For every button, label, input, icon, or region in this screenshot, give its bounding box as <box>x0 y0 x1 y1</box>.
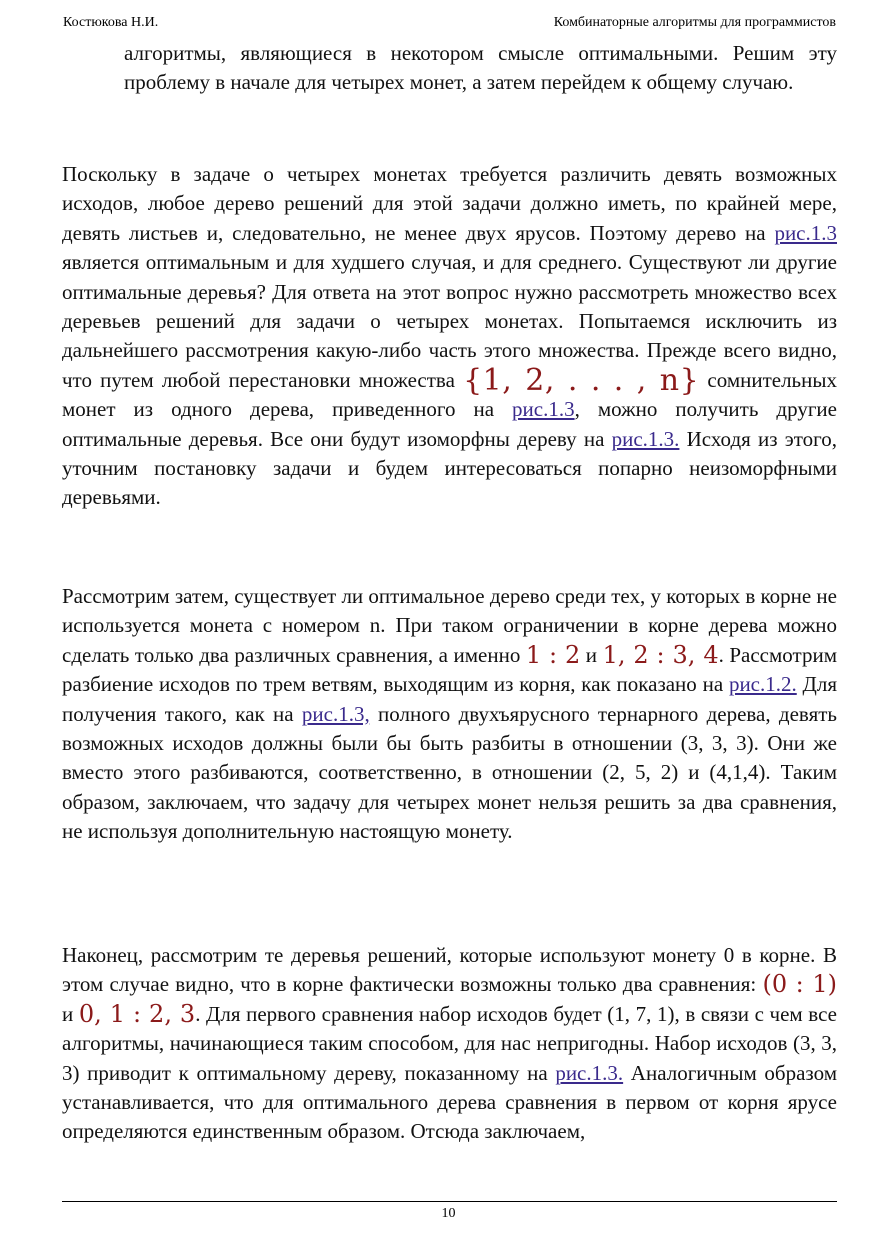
text-run: является оптимальным и для худшего случая, и для среднего. Существуют ли другие оптимальные деревья? Для ответа на этот вопрос нужно рассмотреть множество всех деревьев решений для задачи о четырех монетах. Попытаемся исключить из дальнейшего рассмотрения какую-либо часть этого множества. Прежде всего видно, что путем любой перестановки множества <box>62 250 837 392</box>
paragraph-0-text: алгоритмы, являющиеся в некотором смысле оптимальными. Решим эту проблему в начале для четырех монет, а затем перейдем к общему случаю. <box>124 41 837 95</box>
paragraph-0 <box>124 39 837 98</box>
text-run: и <box>580 642 603 667</box>
page-number: 10 <box>441 1206 456 1221</box>
paragraph-2 <box>62 582 837 847</box>
text-run: сомнительных монет из одного дерева, приведенного на <box>62 367 837 422</box>
text-run: Поскольку в задаче о четырех монетах требуется различить девять возможных исходов, любое дерево решений для этой задачи должно иметь, по крайней мере, девять листьев и, следовательно, не менее двух ярусов. Поэтому дерево на <box>62 162 837 245</box>
math-comparison-0-1: (0 : 1) <box>762 970 837 999</box>
header-author: Костюкова Н.И. <box>63 15 159 30</box>
math-comparison-01-23: 0, 1 : 2, 3 <box>78 999 196 1028</box>
figure-link-1-2[interactable]: рис.1.2. <box>728 672 797 697</box>
footer-divider <box>62 1201 837 1202</box>
figure-link-1-3[interactable]: рис.1.3, <box>301 701 370 726</box>
text-run: Наконец, рассмотрим те деревья решений, которые используют монету 0 в корне. В этом случае видно, что в корне фактически возможны только два сравнения: <box>62 943 837 997</box>
figure-link-1-3[interactable]: рис.1.3 <box>512 397 575 422</box>
text-run: полного двухъярусного тернарного дерева, девять возможных исходов должны были бы быть разбиты в отношении (3, 3, 3). Они же вместо этого разбиваются, соответственно, в отношении (2, 5, 2) и (4,1,4). Таким образом, заключаем, что задачу для четырех монет нельзя решить за два сравнения, не используя дополнительную настоящую монету. <box>62 701 837 844</box>
text-run: . Рассмотрим разбиение исходов по трем ветвям, выходящим из корня, как показано на <box>62 642 837 697</box>
text-run: Рассмотрим затем, существует ли оптимальное дерево среди тех, у которых в корне не используется монета с номером n. При таком ограничении в корне дерева можно сделать только два различных сравнения, а именно <box>62 584 837 667</box>
text-run: . Для первого сравнения набор исходов будет (1, 7, 1), в связи с чем все алгоритмы, начинающиеся таким способом, для нас непригодны. Набор исходов (3, 3, 3) приводит к оптимальному дереву, показанному на <box>62 1001 837 1085</box>
paragraph-3 <box>62 941 837 1147</box>
math-comparison-1-2: 1 : 2 <box>525 640 581 669</box>
figure-link-1-3[interactable]: рис.1.3. <box>611 426 680 451</box>
paragraph-1 <box>62 160 837 513</box>
figure-link-1-3[interactable]: рис.1.3. <box>555 1060 624 1085</box>
header-title: Комбинаторные алгоритмы для программистов <box>553 15 836 30</box>
math-set-expression: {1, 2, . . . , n} <box>463 362 700 398</box>
text-run: Для получения такого, как на <box>62 672 837 726</box>
text-run: Аналогичным образом устанавливается, что для оптимального дерева сравнения в первом от корня ярусе определяются единственным образом. Отсюда заключаем, <box>62 1060 837 1144</box>
math-comparison-12-34: 1, 2 : 3, 4 <box>602 640 719 669</box>
text-run: Исходя из этого, уточним постановку задачи и будем интересоваться попарно неизоморфными деревьями. <box>62 426 837 510</box>
figure-link-1-3[interactable]: рис.1.3 <box>774 220 837 245</box>
text-run: , можно получить другие оптимальные деревья. Все они будут изоморфны дереву на <box>62 397 837 451</box>
text-run: и <box>62 1001 79 1026</box>
